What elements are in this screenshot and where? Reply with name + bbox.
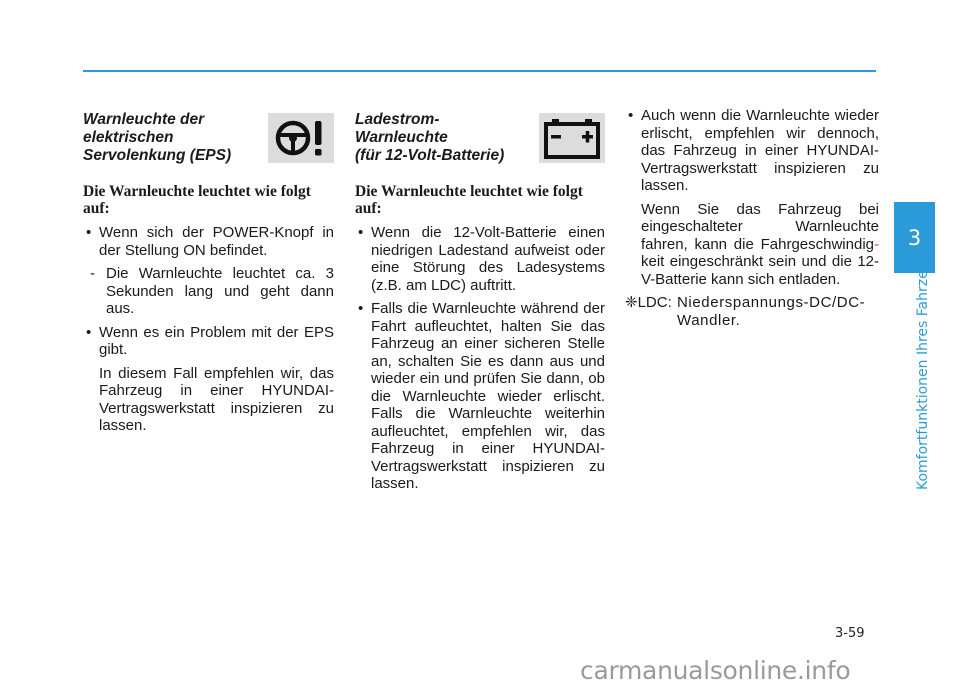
continued-section: [625, 107, 879, 329]
charge-section-title: Ladestrom- Warnleuchte (für 12-Volt-Batterie): [355, 111, 505, 164]
chapter-number: 3: [907, 225, 922, 250]
eps-sub-text: Die Warnleuchte leuchtet ca. 3 Sekunden lang und geht dann aus.: [106, 265, 334, 317]
eps-section-title: Warnleuchte der elektrischen Servolenkung (EPS): [83, 111, 232, 164]
continued-paragraph-part-a: Wenn Sie das Fahrzeug bei eingeschalteter Warnleuchte fahren, kann die Fahrgeschwindig: [641, 200, 879, 253]
continued-paragraph-part-b: keit eingeschränkt sein und die 12-V-Batterie kann sich entladen.: [641, 253, 879, 288]
ldc-note-label: ❈LDC:: [625, 294, 672, 311]
eps-bullet-1: • Wenn sich der POWER-Knopf in der Stellung ON befindet.: [83, 224, 334, 259]
eps-sub-item: [83, 265, 334, 318]
ldc-note-text: Niederspannungs-DC/DC-Wandler.: [677, 294, 866, 329]
ldc-note: [625, 294, 879, 329]
eps-paragraph: In diesem Fall empfehlen wir, das Fahrzeug in einer HYUNDAI-Vertragswerkstatt inspizieren zu lassen.: [99, 364, 334, 434]
eps-bullet-2: • Wenn es ein Problem mit der EPS gibt.: [83, 324, 334, 359]
watermark: carmanualsonline.info: [580, 656, 851, 685]
page-number: 3-59: [835, 626, 865, 641]
eps-section: [83, 107, 334, 441]
charge-lead: Die Warnleuchte leuchtet wie folgt auf:: [355, 183, 583, 217]
eps-sub-dash: -: [90, 265, 95, 282]
chapter-title: Komfortfunktionen Ihres Fahrzeugs: [915, 245, 931, 490]
continued-hyphen: -: [874, 235, 879, 253]
continued-bullet: • Auch wenn die Warnleuchte wieder erlischt, empfehlen wir dennoch, das Fahrzeug in einer HYUNDAI-Vertragswerkstatt inspizieren zu lassen.: [625, 107, 879, 195]
eps-lead: Die Warnleuchte leuchtet wie folgt auf:: [83, 183, 311, 217]
charge-bullet-2: • Falls die Warnleuchte während der Fahrt aufleuchtet, halten Sie das Fahrzeug an einer sicheren Stelle an, schalten Sie es dann aus und wieder ein und prüfen Sie dann, ob die Warnleuchte wieder erlischt. Falls die Warnleuchte weiterhin aufleuchtet, empfehlen wir, das Fahrzeug in einer HYUNDAI-Vertragswerkstatt inspizieren zu lassen.: [355, 300, 605, 493]
continued-paragraph: [625, 201, 879, 289]
charge-section: [355, 107, 605, 499]
header-rule: [83, 70, 876, 72]
steering-warning-icon: [268, 113, 334, 163]
charge-bullet-1: • Wenn die 12-Volt-Batterie einen niedrigen Ladestand aufweist oder eine Störung des Ladesystems (z.B. am LDC) auftritt.: [355, 224, 605, 294]
battery-icon: [539, 113, 605, 163]
